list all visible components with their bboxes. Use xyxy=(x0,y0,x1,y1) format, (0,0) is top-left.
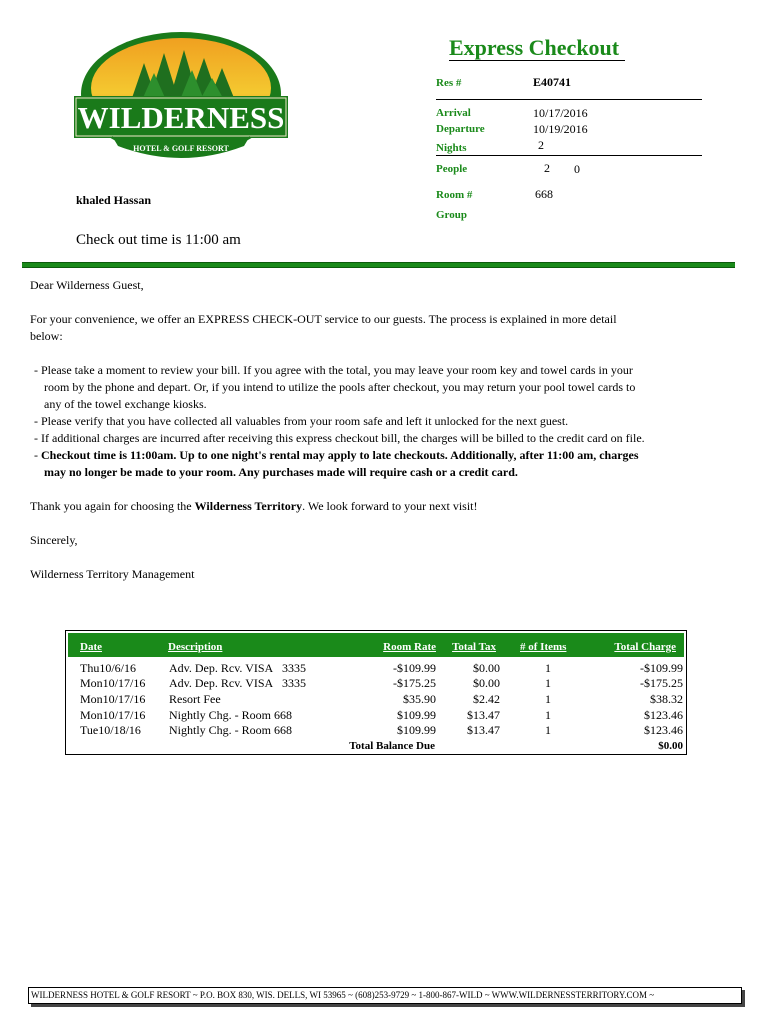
people-children: 0 xyxy=(574,162,580,176)
col-description: Description xyxy=(168,641,223,653)
row-total-tax: $0.00 xyxy=(473,676,500,690)
svg-text:WILDERNESS: WILDERNESS xyxy=(77,100,285,135)
letter-bullet-valuables: - Please verify that you have collected all valuables from your room safe and left it unlocked for the next guest. xyxy=(34,414,569,428)
row-date: Tue10/18/16 xyxy=(80,723,141,737)
letter-greeting: Dear Wilderness Guest, xyxy=(30,278,144,292)
group-label: Group xyxy=(436,209,467,221)
wilderness-logo xyxy=(72,28,290,160)
letter-bullet-review-bill: - Please take a moment to review your bill. If you agree with the total, you may leave your room key and towel cards in your room by the phone and depart. Or, if you intend to utilize the pools after checkout, you may return your pool towel cards to any of the towel exchange kiosks. xyxy=(34,363,636,411)
header-divider-1 xyxy=(436,99,702,100)
row-total-charge: -$175.25 xyxy=(640,676,683,690)
people-adults: 2 xyxy=(544,161,550,175)
title-underline xyxy=(449,60,625,61)
row-room-rate: $35.90 xyxy=(403,692,436,706)
row-date: Thu10/6/16 xyxy=(80,661,136,675)
row-ref: 3335 xyxy=(282,676,306,690)
col-total-tax: Total Tax xyxy=(452,641,496,653)
row-description: Resort Fee xyxy=(169,692,221,706)
row-room-rate: $109.99 xyxy=(397,708,436,722)
thanks-text-before: Thank you again for choosing the xyxy=(30,499,195,513)
row-date: Mon10/17/16 xyxy=(80,708,146,722)
guest-letter xyxy=(30,277,645,583)
header-divider-2 xyxy=(436,155,702,156)
room-label: Room # xyxy=(436,189,473,201)
row-total-charge: $123.46 xyxy=(644,708,683,722)
row-items: 1 xyxy=(545,676,551,690)
row-total-tax: $13.47 xyxy=(467,723,500,737)
svg-text:HOTEL & GOLF RESORT: HOTEL & GOLF RESORT xyxy=(133,144,229,153)
guest-name: khaled Hassan xyxy=(76,193,152,207)
thanks-brand: Wilderness Territory xyxy=(194,499,303,513)
thanks-text-after: . We look forward to your next visit! xyxy=(302,499,478,513)
row-description: Nightly Chg. - Room 668 xyxy=(169,708,293,722)
room-value: 668 xyxy=(535,187,553,201)
bullet-dash: - xyxy=(34,448,41,462)
checkout-policy-text: Checkout time is 11:00am. Up to one night's rental may apply to late checkouts. Additionally, after 11:00 am, charges may no longer be made to your room. Any purchases made will require cash or a credit card. xyxy=(41,448,639,479)
row-total-tax: $13.47 xyxy=(467,708,500,722)
charges-table xyxy=(65,630,687,755)
letter-bullet-checkout-time xyxy=(30,447,645,481)
row-total-tax: $0.00 xyxy=(473,661,500,675)
row-total-charge: $123.46 xyxy=(644,723,683,737)
col-room-rate: Room Rate xyxy=(383,641,436,653)
col-total-charge: Total Charge xyxy=(614,641,676,653)
letter-bullet-additional-charges: - If additional charges are incurred after receiving this express checkout bill, the charges will be billed to the credit card on file. xyxy=(34,431,645,445)
arrival-value: 10/17/2016 xyxy=(533,106,588,120)
row-room-rate: $109.99 xyxy=(397,723,436,737)
nights-value: 2 xyxy=(538,138,544,152)
row-date: Mon10/17/16 xyxy=(80,676,146,690)
row-room-rate: -$175.25 xyxy=(393,676,436,690)
row-ref: 3335 xyxy=(282,661,306,675)
header-separator-bar xyxy=(22,262,735,268)
row-room-rate: -$109.99 xyxy=(393,661,436,675)
people-label: People xyxy=(436,163,468,175)
nights-label: Nights xyxy=(436,142,467,154)
res-value: E40741 xyxy=(533,75,572,89)
row-items: 1 xyxy=(545,708,551,722)
row-description: Adv. Dep. Rcv. VISA xyxy=(169,661,274,675)
balance-value: $0.00 xyxy=(658,740,683,752)
charges-table-header xyxy=(68,633,684,657)
row-total-charge: $38.32 xyxy=(650,692,683,706)
balance-label: Total Balance Due xyxy=(349,740,435,752)
checkout-time-note: Check out time is 11:00 am xyxy=(76,232,241,248)
page-title: Express Checkout xyxy=(449,35,620,60)
row-items: 1 xyxy=(545,723,551,737)
row-total-charge: -$109.99 xyxy=(640,661,683,675)
departure-label: Departure xyxy=(436,123,485,135)
letter-thanks xyxy=(30,498,645,515)
row-date: Mon10/17/16 xyxy=(80,692,146,706)
row-description: Nightly Chg. - Room 668 xyxy=(169,723,293,737)
arrival-label: Arrival xyxy=(436,107,471,119)
col-items: # of Items xyxy=(520,641,567,653)
col-date: Date xyxy=(80,641,102,653)
row-items: 1 xyxy=(545,661,551,675)
letter-intro: For your convenience, we offer an EXPRESS CHECK-OUT service to our guests. The process is explained in more detail below: xyxy=(30,312,617,343)
letter-closing: Sincerely, xyxy=(30,533,78,547)
res-label: Res # xyxy=(436,77,462,89)
footer-text: WILDERNESS HOTEL & GOLF RESORT ~ P.O. BOX 830, WIS. DELLS, WI 53965 ~ (608)253-9729 ~ 1-800-867-WILD ~ WWW.WILDERNESSTERRITORY.COM ~ xyxy=(31,990,655,1000)
row-description: Adv. Dep. Rcv. VISA xyxy=(169,676,274,690)
letter-signature: Wilderness Territory Management xyxy=(30,567,195,581)
row-items: 1 xyxy=(545,692,551,706)
departure-value: 10/19/2016 xyxy=(533,122,588,136)
row-total-tax: $2.42 xyxy=(473,692,500,706)
footer-address-bar xyxy=(28,987,742,1004)
